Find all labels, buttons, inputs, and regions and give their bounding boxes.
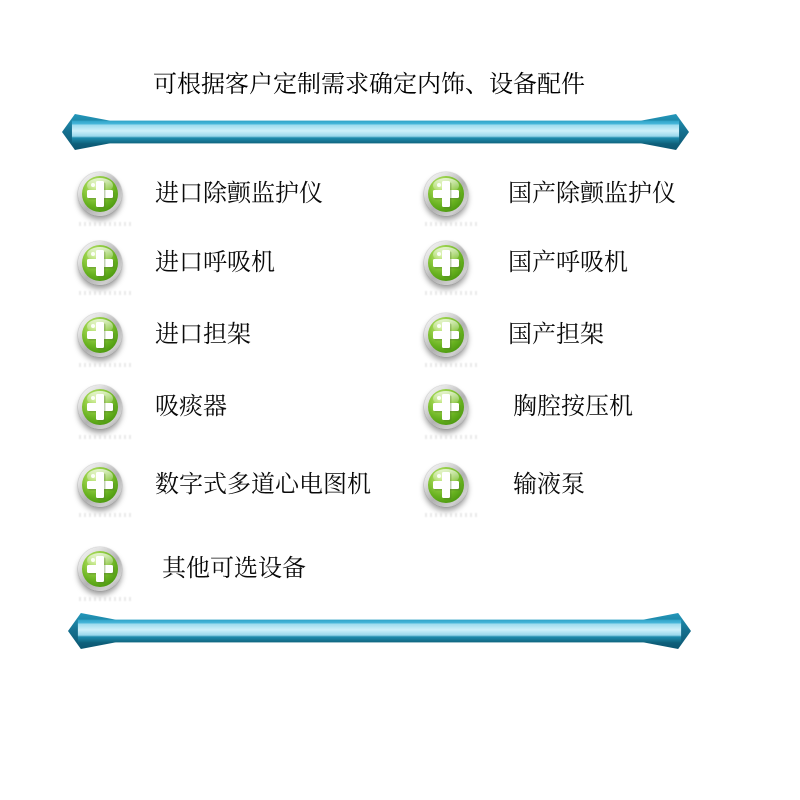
watermark-smudge	[79, 363, 133, 367]
icon-glint	[91, 183, 95, 187]
double-arrow-icon	[62, 113, 689, 151]
icon-cross-v	[442, 394, 450, 420]
watermark-smudge	[425, 291, 479, 295]
watermark-smudge	[425, 435, 479, 439]
icon-cross-v	[96, 322, 104, 348]
watermark-smudge	[425, 222, 479, 226]
icon-glint	[437, 183, 441, 187]
icon-cross-v	[442, 250, 450, 276]
icon-glint	[437, 474, 441, 478]
plus-icon	[78, 313, 122, 357]
watermark-smudge	[79, 222, 133, 226]
double-arrow-divider-top	[62, 113, 689, 151]
list-item-label: 输液泵	[513, 472, 585, 498]
watermark-smudge	[79, 597, 133, 601]
icon-cross-v	[442, 181, 450, 207]
list-item-label: 吸痰器	[155, 394, 227, 420]
icon-glint	[91, 558, 95, 562]
list-item-label: 进口呼吸机	[155, 250, 275, 276]
list-item-label: 数字式多道心电图机	[155, 472, 371, 498]
icon-glint	[91, 474, 95, 478]
icon-cross-v	[442, 322, 450, 348]
icon-cross-v	[96, 472, 104, 498]
list-item-label: 国产除颤监护仪	[508, 181, 676, 207]
list-item-label: 国产呼吸机	[508, 250, 628, 276]
list-item-label: 其他可选设备	[162, 556, 306, 582]
list-item-label: 进口担架	[155, 322, 251, 348]
icon-glint	[91, 396, 95, 400]
watermark-smudge	[425, 513, 479, 517]
icon-glint	[437, 396, 441, 400]
plus-icon	[78, 241, 122, 285]
icon-cross-v	[96, 250, 104, 276]
watermark-smudge	[79, 435, 133, 439]
plus-icon	[424, 241, 468, 285]
watermark-smudge	[79, 291, 133, 295]
icon-cross-v	[442, 472, 450, 498]
list-item-label: 进口除颤监护仪	[155, 181, 323, 207]
plus-icon	[78, 463, 122, 507]
double-arrow-icon	[68, 612, 691, 650]
icon-glint	[437, 324, 441, 328]
plus-icon	[78, 385, 122, 429]
plus-icon	[424, 313, 468, 357]
icon-cross-v	[96, 181, 104, 207]
double-arrow-divider-bottom	[68, 612, 691, 650]
icon-glint	[91, 324, 95, 328]
icon-cross-v	[96, 556, 104, 582]
icon-cross-v	[96, 394, 104, 420]
plus-icon	[78, 172, 122, 216]
watermark-smudge	[425, 363, 479, 367]
list-item-label: 胸腔按压机	[513, 394, 633, 420]
plus-icon	[78, 547, 122, 591]
icon-glint	[91, 252, 95, 256]
plus-icon	[424, 385, 468, 429]
plus-icon	[424, 172, 468, 216]
icon-glint	[437, 252, 441, 256]
plus-icon	[424, 463, 468, 507]
watermark-smudge	[79, 513, 133, 517]
list-item-label: 国产担架	[508, 322, 604, 348]
page-title: 可根据客户定制需求确定内饰、设备配件	[153, 72, 585, 98]
